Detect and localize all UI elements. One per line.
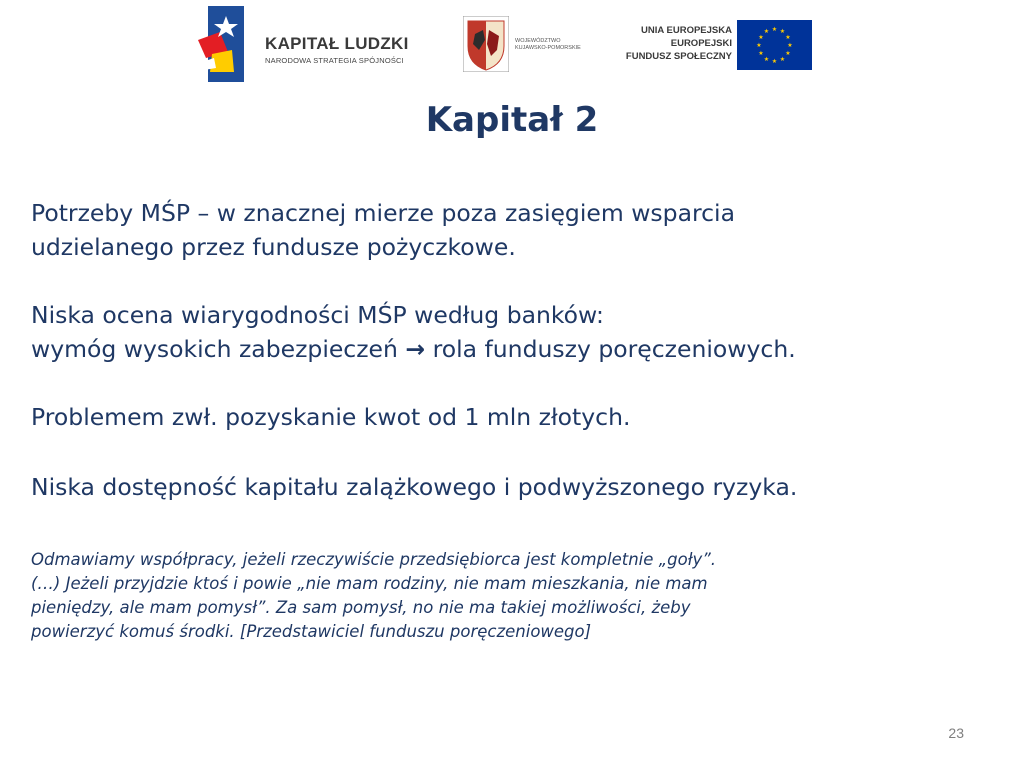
svg-text:★: ★ <box>758 34 764 41</box>
quote-line-2: (…) Jeżeli przyjdzie ktoś i powie „nie mam rodziny, nie mam mieszkania, nie mam <box>31 574 708 593</box>
kapital-ludzki-logo <box>198 6 446 86</box>
unia-line2: EUROPEJSKI <box>670 38 732 49</box>
svg-text:★: ★ <box>771 26 778 33</box>
unia-europejska-logo <box>615 14 820 76</box>
quote-line-4: powierzyć komuś środki. [Przedstawiciel funduszu poręczeniowego] <box>31 622 592 641</box>
arrow-right-icon: → <box>405 335 426 363</box>
svg-text:★: ★ <box>756 42 762 49</box>
svg-text:★: ★ <box>779 56 786 63</box>
interview-quote <box>31 548 716 644</box>
paragraph-1-line-2: udzielanego przez fundusze pożyczkowe. <box>31 233 516 261</box>
kapital-ludzki-subtitle: NARODOWA STRATEGIA SPÓJNOŚCI <box>265 56 404 65</box>
wojewodztwo-line2: KUJAWSKO-POMORSKIE <box>515 45 581 51</box>
svg-text:★: ★ <box>785 34 791 41</box>
unia-line1: UNIA EUROPEJSKA <box>641 25 732 36</box>
paragraph-2-line-2 <box>31 332 796 366</box>
coat-of-arms-icon <box>463 16 509 72</box>
page-number: 23 <box>948 725 964 741</box>
paragraph-2-line-1: Niska ocena wiarygodności MŚP według banków: <box>31 301 604 329</box>
unia-europejska-label <box>626 24 732 63</box>
paragraph-2 <box>31 298 796 366</box>
quote-line-1: Odmawiamy współpracy, jeżeli rzeczywiście przedsiębiorca jest kompletnie „goły”. <box>31 550 717 569</box>
paragraph-3: Problemem zwł. pozyskanie kwot od 1 mln złotych. <box>31 403 631 431</box>
svg-text:★: ★ <box>763 28 770 35</box>
eu-flag-icon <box>737 20 812 70</box>
wojewodztwo-line1: WOJEWÓDZTWO <box>515 38 561 44</box>
header-logos <box>0 0 1024 90</box>
kapital-ludzki-title: KAPITAŁ LUDZKI <box>265 34 409 53</box>
svg-text:★: ★ <box>771 58 778 65</box>
svg-text:★: ★ <box>787 42 793 49</box>
paragraph-4: Niska dostępność kapitału zalążkowego i podwyższonego ryzyka. <box>31 473 798 501</box>
quote-line-3: pieniędzy, ale mam pomysł”. Za sam pomysł, no nie ma takiej możliwości, żeby <box>31 598 691 617</box>
unia-line3: FUNDUSZ SPOŁECZNY <box>625 51 732 62</box>
paragraph-2-text-a: wymóg wysokich zabezpieczeń <box>31 335 398 363</box>
svg-text:★: ★ <box>779 28 786 35</box>
slide-title: Kapitał 2 <box>425 100 599 140</box>
paragraph-2-text-b: rola funduszy poręczeniowych. <box>432 335 796 363</box>
wojewodztwo-label <box>515 38 581 52</box>
paragraph-1-line-1: Potrzeby MŚP – w znacznej mierze poza zasięgiem wsparcia <box>31 199 735 227</box>
wojewodztwo-logo <box>463 16 603 72</box>
svg-text:★: ★ <box>763 56 770 63</box>
paragraph-1 <box>31 196 735 264</box>
svg-text:★: ★ <box>758 50 764 57</box>
svg-text:★: ★ <box>785 50 791 57</box>
kapital-ludzki-emblem-icon <box>198 6 248 86</box>
